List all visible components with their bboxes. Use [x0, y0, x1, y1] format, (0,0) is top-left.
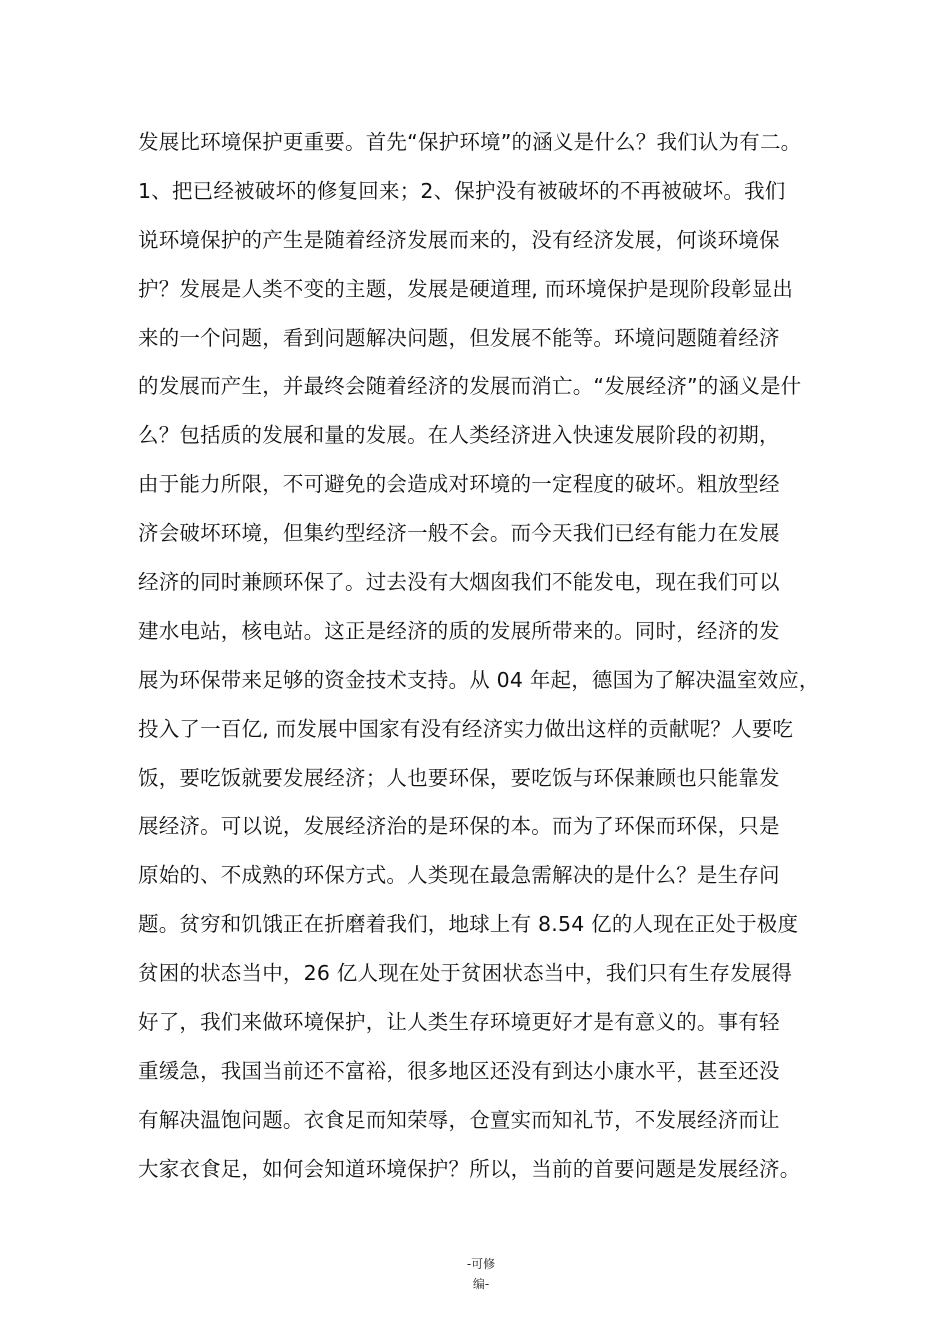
text-line: 建水电站，核电站。这正是经济的质的发展所带来的。同时，经济的发	[138, 618, 780, 643]
text-line: 投入了一百亿, 而发展中国家有没有经济实力做出这样的贡献呢？人要吃	[138, 716, 794, 741]
text-line: 好了，我们来做环境保护，让人类生存环境更好才是有意义的。事有轻	[138, 1010, 780, 1035]
body-text	[138, 118, 838, 1194]
text-line: 原始的、不成熟的环保方式。人类现在最急需解决的是什么？是生存问	[138, 863, 780, 888]
text-line: 济会破坏环境，但集约型经济一般不会。而今天我们已经有能力在发展	[138, 521, 780, 546]
text-line: 1、把已经被破坏的修复回来；2、保护没有被破坏的不再被破坏。我们	[138, 178, 786, 203]
text-line: 饭，要吃饭就要发展经济；人也要环保，要吃饭与环保兼顾也只能靠发	[138, 765, 780, 790]
text-line: 发展比环境保护更重要。首先“保护环境”的涵义是什么？我们认为有二。	[138, 130, 802, 154]
text-line: 大家衣食足，如何会知道环境保护？所以，当前的首要问题是发展经济。	[138, 1156, 801, 1181]
text-line: 由于能力所限，不可避免的会造成对环境的一定程度的破坏。粗放型经	[138, 472, 780, 497]
page-footer-line-1: -可修	[466, 1257, 496, 1271]
text-line: 护？发展是人类不变的主题，发展是硬道理, 而环境保护是现阶段彰显出	[138, 276, 794, 301]
text-line: 有解决温饱问题。衣食足而知荣辱，仓亶实而知礼节，不发展经济而让	[138, 1107, 780, 1132]
text-line: 来的一个问题，看到问题解决问题，但发展不能等。环境问题随着经济	[138, 325, 780, 350]
text-line: 说环境保护的产生是随着经济发展而来的，没有经济发展，何谈环境保	[138, 227, 780, 252]
text-line: 么？包括质的发展和量的发展。在人类经济进入快速发展阶段的初期，	[138, 423, 780, 448]
text-line: 题。贫穷和饥饿正在折磨着我们，地球上有 8.54 亿的人现在正处于极度	[138, 912, 799, 937]
text-line: 重缓急，我国当前还不富裕，很多地区还没有到达小康水平，甚至还没	[138, 1058, 780, 1083]
page-footer-line-2: 编-	[472, 1277, 490, 1291]
text-line: 展为环保带来足够的资金技术支持。从 04 年起，德国为了解决温室效应，	[138, 667, 820, 692]
text-line: 展经济。可以说，发展经济治的是环保的本。而为了环保而环保，只是	[138, 814, 780, 839]
text-line: 经济的同时兼顾环保了。过去没有大烟囱我们不能发电，现在我们可以	[138, 570, 780, 595]
text-line: 的发展而产生，并最终会随着经济的发展而消亡。“发展经济”的涵义是什	[138, 374, 802, 399]
text-line: 贫困的状态当中，26 亿人现在处于贫困状态当中，我们只有生存发展得	[138, 961, 793, 986]
